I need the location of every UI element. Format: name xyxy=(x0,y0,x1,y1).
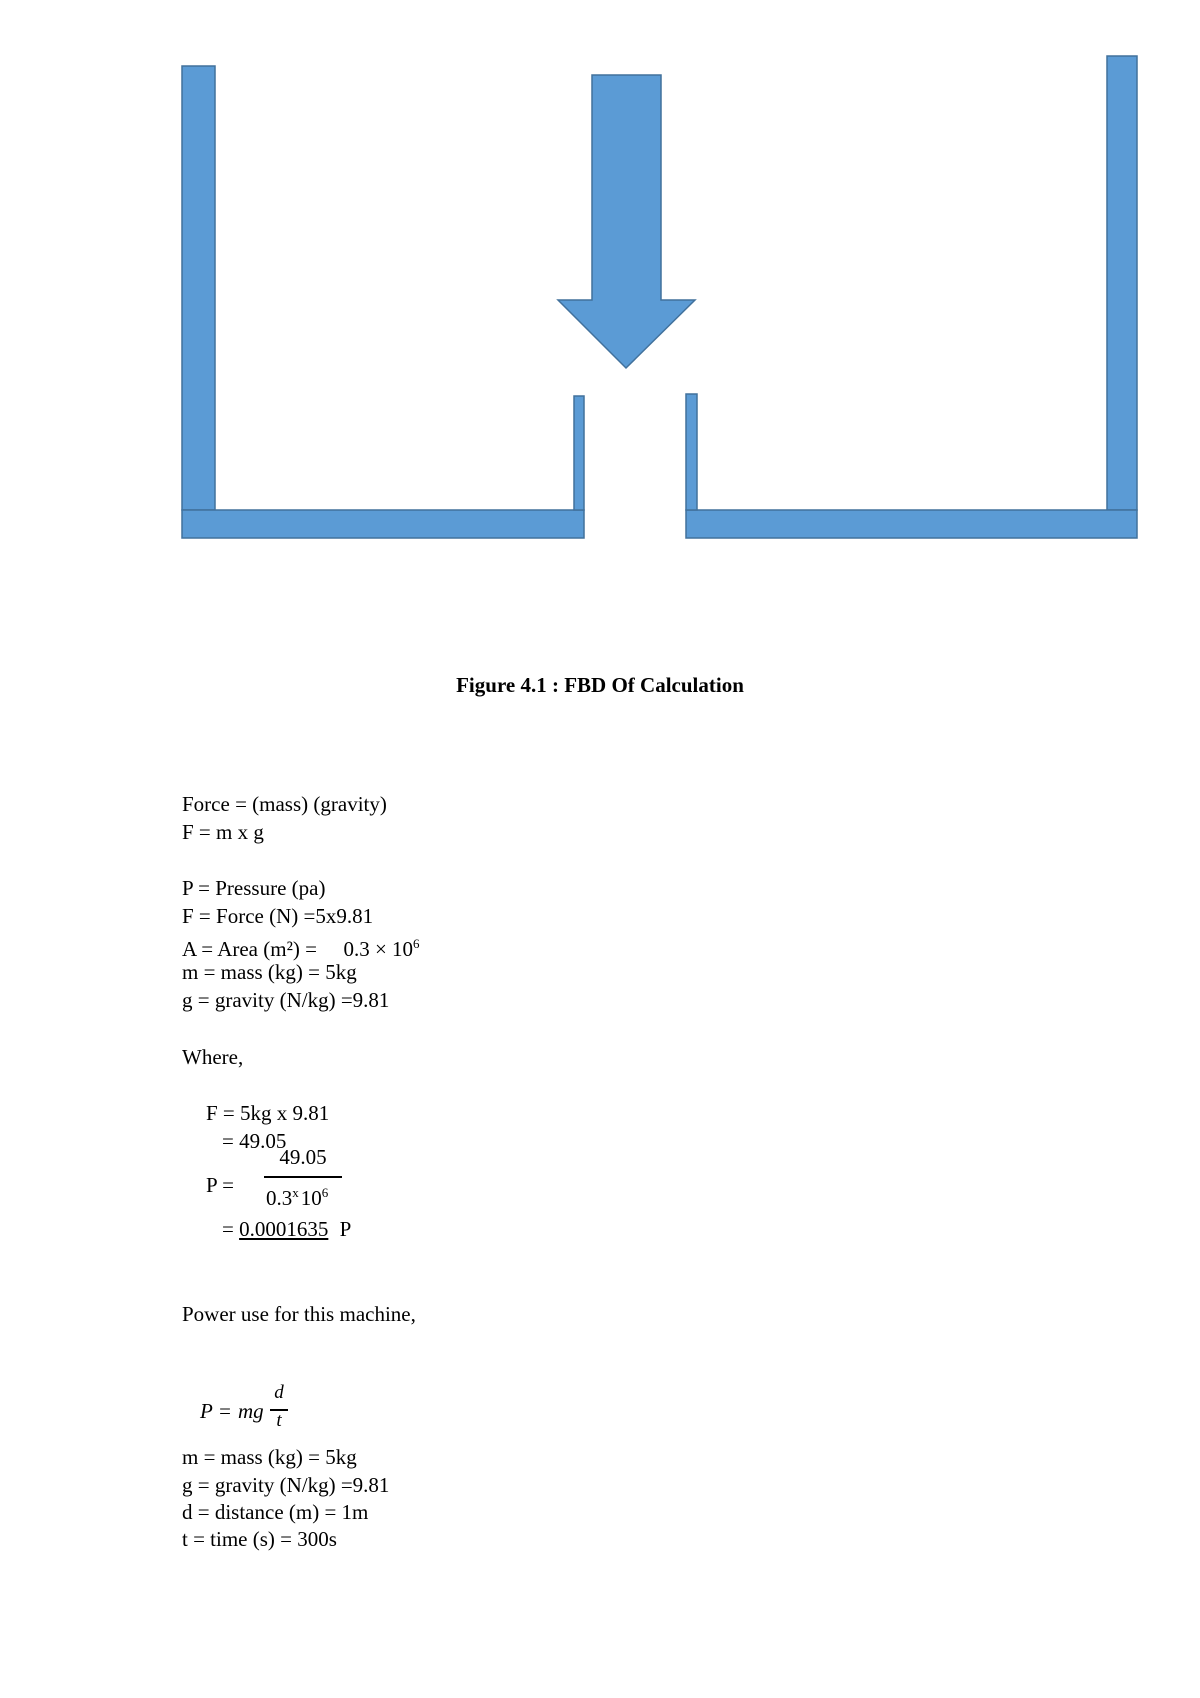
fbd-diagram xyxy=(0,0,1200,560)
area-definition-times: × 10 xyxy=(374,937,414,961)
area-definition-prefix: A = Area (m²) = xyxy=(182,937,317,961)
left-tall-wall xyxy=(182,66,215,510)
power-time-definition: t = time (s) = 300s xyxy=(182,1527,337,1551)
left-container xyxy=(182,66,584,538)
down-force-arrow xyxy=(558,75,695,368)
left-base xyxy=(182,510,584,538)
area-definition-value: 0.3 xyxy=(343,937,370,961)
right-base xyxy=(686,510,1137,538)
power-formula-numerator: d xyxy=(274,1382,284,1403)
force-short-equation: F = m x g xyxy=(182,820,264,844)
force-result: = 49.05 xyxy=(222,1129,287,1153)
force-equation: Force = (mass) (gravity) xyxy=(182,792,387,816)
power-formula-denominator: t xyxy=(276,1410,282,1431)
pressure-denominator-exponent: 6 xyxy=(321,1185,329,1200)
pressure-result-value: 0.0001635 xyxy=(239,1217,329,1241)
figure-caption: Figure 4.1 : FBD Of Calculation xyxy=(456,673,744,697)
right-short-wall xyxy=(686,394,697,510)
power-gravity-definition: g = gravity (N/kg) =9.81 xyxy=(182,1473,390,1497)
pressure-denominator-x: x xyxy=(292,1185,299,1200)
pressure-denominator-ten: 10 xyxy=(300,1186,322,1210)
pressure-result-equals: = xyxy=(222,1217,234,1241)
pressure-fraction-bar xyxy=(264,1176,342,1178)
power-distance-definition: d = distance (m) = 1m xyxy=(182,1500,369,1524)
pressure-numerator: 49.05 xyxy=(279,1145,327,1169)
right-tall-wall xyxy=(1107,56,1137,510)
force-calculation: F = 5kg x 9.81 xyxy=(206,1101,330,1125)
power-intro: Power use for this machine, xyxy=(182,1302,416,1326)
power-mass-definition: m = mass (kg) = 5kg xyxy=(182,1445,357,1469)
pressure-denominator-base: 0.3 xyxy=(266,1186,293,1210)
gravity-definition: g = gravity (N/kg) =9.81 xyxy=(182,988,390,1012)
power-formula-mg: mg xyxy=(238,1399,264,1423)
pressure-result-unit: P xyxy=(339,1217,352,1241)
pressure-denominator xyxy=(266,1180,328,1211)
where-label: Where, xyxy=(182,1045,244,1069)
left-short-wall xyxy=(574,396,584,510)
force-definition: F = Force (N) =5x9.81 xyxy=(182,904,374,928)
power-formula-lhs: P = xyxy=(200,1399,232,1423)
right-container xyxy=(686,56,1137,538)
mass-definition: m = mass (kg) = 5kg xyxy=(182,960,357,984)
area-definition xyxy=(182,931,420,962)
pressure-definition: P = Pressure (pa) xyxy=(182,876,326,900)
pressure-result xyxy=(222,1216,351,1242)
area-definition-exponent: 6 xyxy=(413,936,420,951)
pressure-label: P = xyxy=(206,1173,234,1197)
